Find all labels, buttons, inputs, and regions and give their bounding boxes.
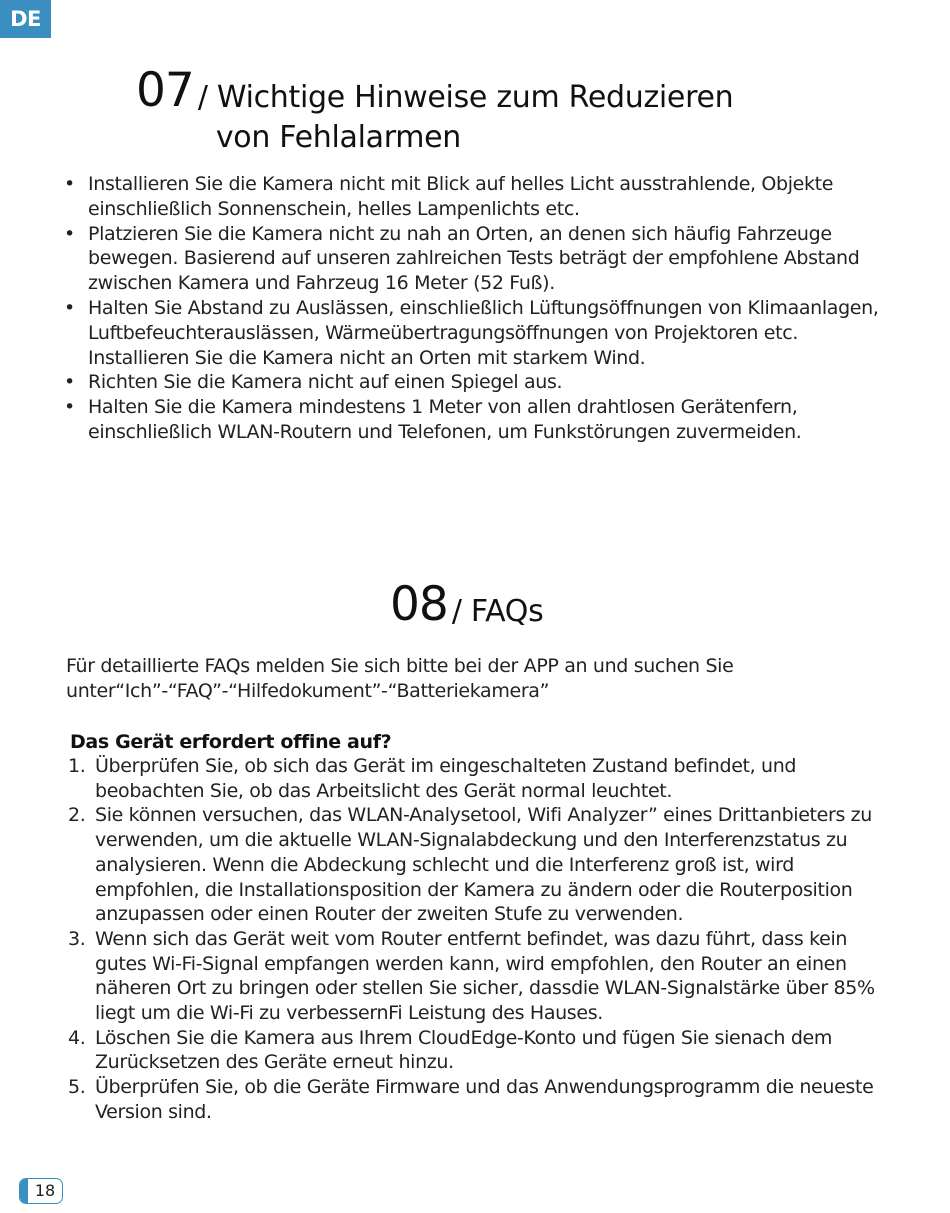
list-item	[68, 754, 898, 803]
page-number-accent-bar	[20, 1179, 28, 1203]
step-number: 1.	[68, 755, 86, 777]
section-07-number: 07	[136, 63, 194, 118]
list-item-text: Halten Sie die Kamera mindestens 1 Meter von allen drahtlosen Gerätenfern, einschließlich WLAN-Routern und Telefonen, um Funkstörungen zuvermeiden.	[88, 396, 802, 443]
section-08-slash: /	[451, 594, 462, 629]
list-item-text: Halten Sie Abstand zu Auslässen, einschließlich Lüftungsöffnungen von Klimaanlagen, Luftbefeuchterauslässen, Wärmeübertragungsöffnungen von Projektoren etc. Installieren Sie die Kamera nicht an Orten mit starkem Wind.	[88, 296, 879, 369]
section-07-title-line2: von Fehlalarmen	[215, 120, 461, 155]
list-item-text: Platzieren Sie die Kamera nicht zu nah an Orten, an denen sich häufig Fahrzeuge bewegen. Basierend auf unseren zahlreichen Tests beträgt der empfohlene Abstand zwischen Kamera und Fahrzeug 16 Meter (52 Fuß).	[88, 222, 860, 295]
step-text: Löschen Sie die Kamera aus Ihrem CloudEdge-Konto und fügen Sie sienach dem Zurücksetzen des Geräte erneut hinzu.	[95, 1026, 833, 1074]
step-number: 5.	[68, 1076, 86, 1099]
section-07-heading	[136, 63, 798, 158]
list-item	[62, 395, 882, 445]
list-item	[68, 927, 898, 1026]
step-text: Überprüfen Sie, ob sich das Gerät im eingeschalteten Zustand befindet, und beobachten Sie, ob das Arbeitslicht des Gerät normal leuchtet.	[95, 755, 797, 802]
bullet-icon: •	[64, 296, 75, 319]
list-item	[62, 296, 882, 370]
section-07-title-line1: Wichtige Hinweise zum Reduzieren	[216, 80, 734, 115]
step-number: 3.	[68, 927, 86, 950]
step-number: 2.	[68, 804, 86, 827]
list-item	[62, 172, 882, 222]
step-text: Sie können versuchen, das WLAN-Analysetool, Wifi Analyzer” eines Drittanbieters zu verwenden, um die aktuelle WLAN-Signalabdeckung und den Interferenzstatus zu analysieren. Wenn die Abdeckung schlecht und die Interferenz groß ist, wird empfohlen, die Installationsposition der Kamera zu ändern oder die Routerposition anzupassen oder einen Router der zweiten Stufe zu verwenden.	[95, 804, 873, 926]
list-item-text: Installieren Sie die Kamera nicht mit Blick auf helles Licht ausstrahlende, Objekte einschließlich Sonnenschein, helles Lampenlichts etc.	[88, 173, 834, 220]
list-item	[68, 803, 898, 927]
faq-intro: Für detaillierte FAQs melden Sie sich bitte bei der APP an und suchen Sie unter“Ich”-“FAQ”-“Hilfedokument”-“Batteriekamera”	[66, 655, 734, 702]
page-number-badge	[19, 1178, 63, 1204]
step-number: 4.	[68, 1026, 86, 1049]
faq-steps-list	[68, 754, 898, 1125]
list-item	[68, 1026, 898, 1075]
section-07-slash: /	[197, 80, 208, 115]
page-number: 18	[34, 1181, 56, 1200]
language-badge: DE	[0, 0, 51, 38]
section-08-number: 08	[390, 577, 448, 632]
faq-question: Das Gerät erfordert offine auf?	[70, 731, 392, 753]
list-item	[68, 1075, 898, 1124]
step-text: Wenn sich das Gerät weit vom Router entfernt befindet, was dazu führt, dass kein gutes Wi-Fi-Signal empfangen werden kann, wird empfohlen, den Router an einen näheren Ort zu bringen oder stellen Sie sicher, dassdie WLAN-Signalstärke über 85% liegt um die Wi-Fi zu verbessernFi Leistung des Hauses.	[95, 927, 875, 1025]
section-08-title-text: FAQs	[470, 594, 544, 629]
false-alarm-tips-list	[62, 172, 882, 445]
bullet-icon: •	[64, 222, 75, 245]
section-08-title	[448, 580, 544, 632]
list-item-text: Richten Sie die Kamera nicht auf einen Spiegel aus.	[88, 371, 563, 394]
list-item	[62, 370, 882, 395]
section-07-title	[194, 66, 798, 158]
section-08-heading	[390, 577, 544, 632]
bullet-icon: •	[64, 173, 75, 195]
list-item	[62, 222, 882, 296]
step-text: Überprüfen Sie, ob die Geräte Firmware und das Anwendungsprogramm die neueste Version sind.	[95, 1076, 874, 1123]
bullet-icon: •	[64, 371, 75, 394]
bullet-icon: •	[64, 396, 75, 419]
